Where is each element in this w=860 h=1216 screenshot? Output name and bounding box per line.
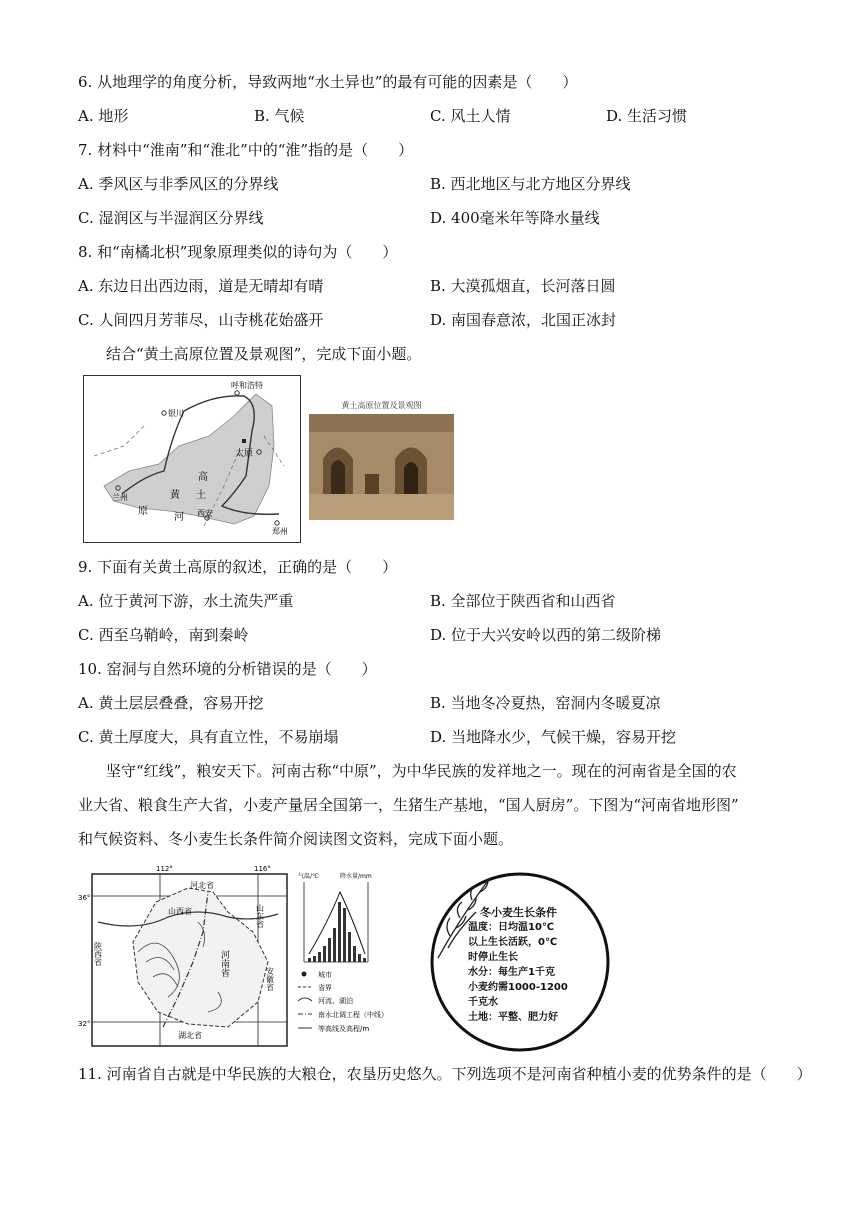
wheat-line-4: 水分：每生产1千克 (468, 967, 555, 978)
map1-label-yuan: 原 (138, 506, 148, 517)
wheat-line-7: 土地：平整、肥力好 (468, 1012, 558, 1023)
map2-label-henan: 河南省 (219, 950, 229, 977)
map1-label-he: 河 (174, 512, 184, 523)
wheat-line-6: 千克水 (468, 997, 498, 1008)
q7-option-b: B. 西北地区与北方地区分界线 (430, 175, 631, 193)
wheat-lines (468, 920, 568, 1025)
loess-plateau-map (83, 375, 301, 543)
photo-caption: 黄土高原位置及景观图 (309, 400, 454, 414)
henan-map-svg (78, 862, 388, 1052)
legend-city: 城市 (318, 971, 332, 979)
map2-label-hebei: 河北省 (190, 881, 214, 890)
q8-stem: 8. 和“南橘北枳”现象原理类似的诗句为（ ） (78, 243, 398, 261)
map1-label-tu: 土 (196, 490, 206, 501)
map-legend (298, 970, 388, 1033)
map2-label-shandong: 山东省 (255, 904, 265, 928)
q6-option-c: C. 风土人情 (430, 107, 511, 125)
map1-label-xian: 西安 (197, 509, 213, 518)
map2-lat-36: 36° (78, 894, 91, 902)
section-intro-henan-line2: 业大省、粮食生产大省，小麦产量居全国第一，生猪生产基地，“国人厨房”。下图为“河南省地形图” (78, 796, 739, 814)
photo-svg (309, 414, 454, 520)
legend-diversion: 南水北调工程（中线） (318, 1011, 388, 1019)
q9-option-b: B. 全部位于陕西省和山西省 (430, 592, 616, 610)
q8-option-a: A. 东边日出西边雨，道是无晴却有晴 (78, 277, 324, 295)
q6-option-b: B. 气候 (254, 107, 305, 125)
q10-option-b: B. 当地冬冷夏热，窑洞内冬暖夏凉 (430, 694, 661, 712)
map1-label-hohhot: 呼和浩特 (231, 381, 263, 390)
map1-label-huang: 黄 (170, 490, 180, 501)
section-intro-henan-line3: 和气候资料、冬小麦生长条件简介阅读图文资料，完成下面小题。 (78, 830, 514, 848)
map2-lat-32: 32° (78, 1020, 91, 1028)
climate-axis-temp: 气温/℃ (298, 873, 319, 880)
climate-axis-precip: 降水量/mm (340, 873, 372, 880)
map2-label-anhui: 安徽省 (265, 967, 275, 991)
q7-option-d: D. 400毫米年等降水量线 (430, 209, 600, 227)
map2-lon-112: 112° (156, 865, 173, 873)
wheat-line-1: 温度：日均温10℃ (468, 922, 555, 933)
map2-label-hubei: 湖北省 (178, 1031, 202, 1040)
wheat-line-5: 小麦约需1000-1200 (468, 982, 568, 993)
wheat-conditions-figure (420, 858, 620, 1058)
q8-option-d: D. 南国春意浓，北国正冰封 (430, 311, 617, 329)
q9-option-c: C. 西至乌鞘岭，南到秦岭 (78, 626, 249, 644)
legend-river: 河流、湖泊 (318, 997, 353, 1005)
q9-option-a: A. 位于黄河下游，水土流失严重 (78, 592, 294, 610)
henan-topographic-map (78, 862, 388, 1052)
q8-option-b: B. 大漠孤烟直，长河落日圆 (430, 277, 616, 295)
map1-label-taiyuan: 太原 (235, 449, 254, 459)
map2-label-shaanxi: 陕西省 (93, 942, 103, 966)
q8-option-c: C. 人间四月芳菲尽，山寺桃花始盛开 (78, 311, 324, 329)
q7-stem: 7. 材料中“淮南”和“淮北”中的“淮”指的是（ ） (78, 141, 414, 159)
map2-label-shanxi: 山西省 (168, 907, 192, 916)
legend-border: 省界 (318, 984, 332, 992)
climate-chart (298, 872, 372, 962)
section-intro-henan-line1: 坚守“红线”，粮安天下。河南古称“中原”，为中华民族的发祥地之一。现在的河南省是全国的农 (106, 762, 737, 780)
q6-option-a: A. 地形 (78, 107, 129, 125)
q10-stem: 10. 窑洞与自然环境的分析错误的是（ ） (78, 660, 377, 678)
q7-option-a: A. 季风区与非季风区的分界线 (78, 175, 279, 193)
q9-option-d: D. 位于大兴安岭以西的第二级阶梯 (430, 626, 662, 644)
q6-stem: 6. 从地理学的角度分析，导致两地“水土异也”的最有可能的因素是（ ） (78, 73, 578, 91)
q11-stem: 11. 河南省自古就是中华民族的大粮仓，农垦历史悠久。下列选项不是河南省种植小麦的优势条件的是（ ） (78, 1065, 812, 1083)
map1-label-lanzhou: 兰州 (112, 493, 128, 502)
section-intro-loess: 结合“黄土高原位置及景观图”，完成下面小题。 (106, 345, 422, 363)
q7-option-c: C. 湿润区与半湿润区分界线 (78, 209, 264, 227)
q10-option-a: A. 黄土层层叠叠，容易开挖 (78, 694, 264, 712)
wheat-line-2: 以上生长活跃，0℃ (468, 937, 558, 948)
map2-lon-116: 116° (254, 865, 271, 873)
q10-option-c: C. 黄土厚度大，具有直立性，不易崩塌 (78, 728, 339, 746)
map1-label-zhengzhou: 郑州 (272, 527, 288, 536)
q9-stem: 9. 下面有关黄土高原的叙述，正确的是（ ） (78, 558, 398, 576)
map1-label-gao: 高 (198, 472, 208, 483)
legend-contour: 等高线及高程/m (318, 1025, 370, 1033)
cave-dwelling-photo (309, 400, 454, 520)
q10-option-d: D. 当地降水少，气候干燥，容易开挖 (430, 728, 677, 746)
loess-map-svg (84, 376, 300, 542)
q6-option-d: D. 生活习惯 (606, 107, 688, 125)
wheat-title: 冬小麦生长条件 (480, 906, 557, 919)
wheat-line-3: 时停止生长 (468, 952, 518, 963)
map1-label-yinchuan: 银川 (168, 409, 184, 418)
